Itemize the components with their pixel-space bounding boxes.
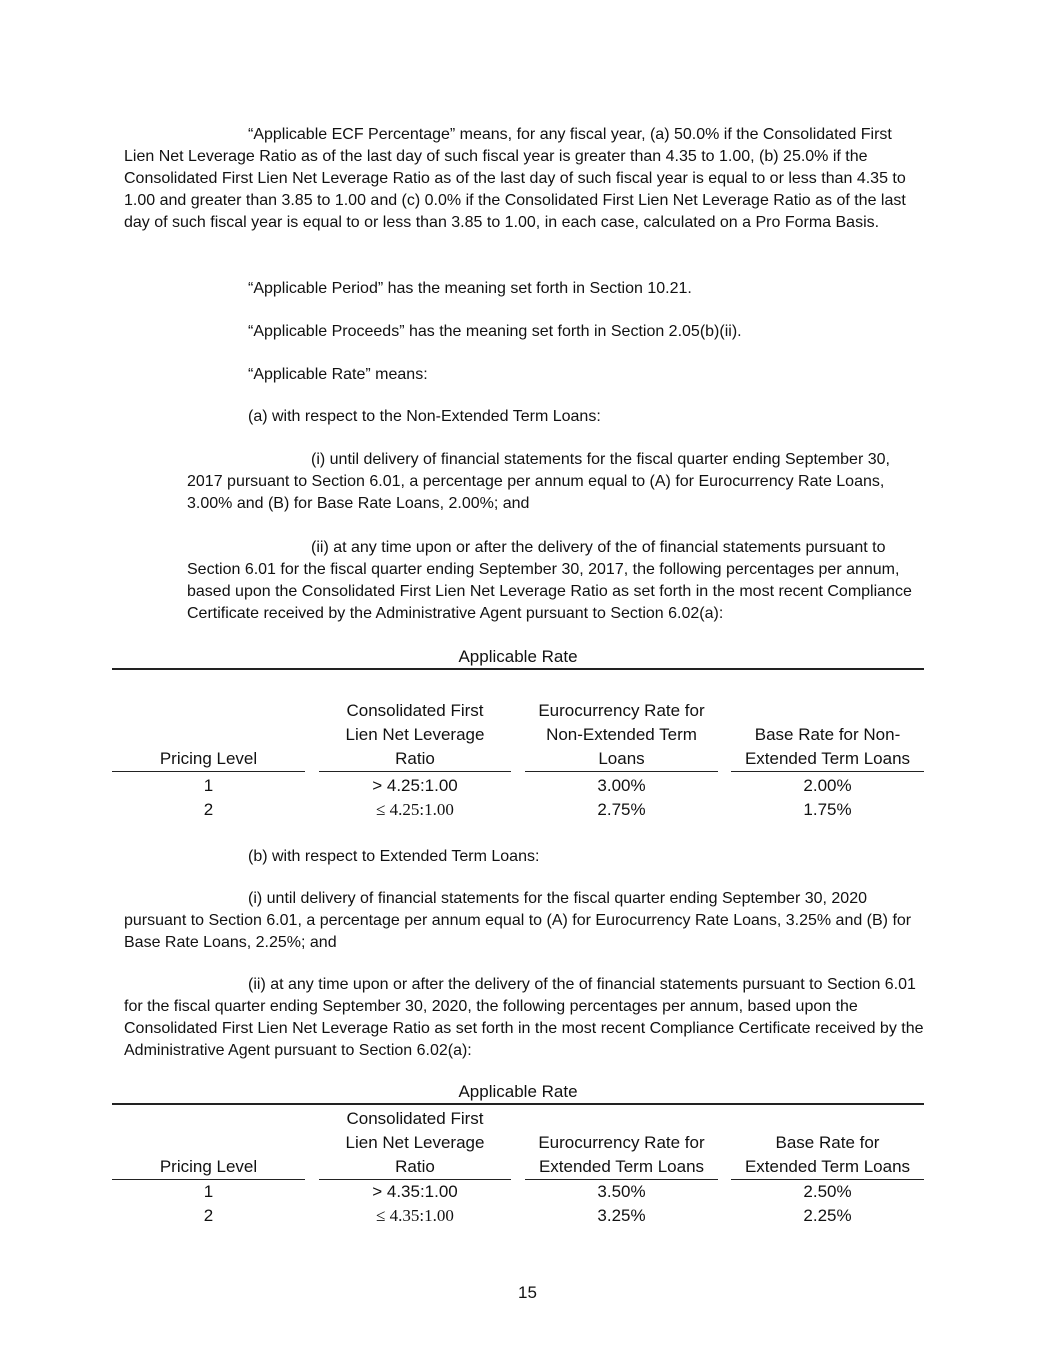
table2-r2-level: 2 <box>203 1206 214 1225</box>
clause-a-ii: (ii) at any time upon or after the delivery of the of financial statements pursuant to Section 6.01 for the fiscal quarter ending September 30, 2017, the following percentages per annum, based upon the Consolidated First Lien Net Leverage Ratio as set forth in the most recent Compliance Certificate received by the Administrative Agent pursuant to Section 6.02(a): <box>187 539 912 622</box>
page-number: 15 <box>518 1283 537 1302</box>
table1-r2-ratio: ≤ 4.25:1.00 <box>376 800 454 819</box>
table1-header-eurocurrency-rate <box>525 699 718 772</box>
header-line: Pricing Level <box>159 749 258 768</box>
table2-r2-ratio: ≤ 4.35:1.00 <box>376 1206 454 1225</box>
table2-r1-ratio: > 4.35:1.00 <box>372 1182 458 1201</box>
header-line: Ratio <box>395 749 435 768</box>
table1-r1-base: 2.00% <box>803 776 852 795</box>
header-line: Non-Extended Term <box>546 725 697 744</box>
table-row <box>112 1204 924 1228</box>
ecf-percentage-definition: “Applicable ECF Percentage” means, for any fiscal year, (a) 50.0% if the Consolidated First Lien Net Leverage Ratio as of the last day of such fiscal year is greater than 4.35 to 1.00, (b) 25.0% if the Consolidated First Lien Net Leverage Ratio as of the last day of such fiscal year is equal to or less than 4.35 to 1.00 and greater than 3.85 to 1.00 and (c) 0.0% if the Consolidated First Lien Net Leverage Ratio as of the last day of such fiscal year is equal to or less than 3.85 to 1.00, in each case, calculated on a Pro Forma Basis. <box>124 126 906 231</box>
header-line: Extended Term Loans <box>744 749 911 768</box>
header-line: Base Rate for Non- <box>754 725 901 744</box>
table1-r2-base: 1.75% <box>803 800 852 819</box>
clause-b-ii: (ii) at any time upon or after the delivery of the of financial statements pursuant to Section 6.01 for the fiscal quarter ending September 30, 2020, the following percentages per annum, based upon the Consolidated First Lien Net Leverage Ratio as set forth in the most recent Compliance Certificate received by the Administrative Agent pursuant to Section 6.02(a): <box>124 976 924 1059</box>
table-row <box>112 1180 924 1204</box>
table1 <box>112 680 924 822</box>
header-line: Lien Net Leverage <box>345 1133 485 1152</box>
table2-r2-euro: 3.25% <box>597 1206 646 1225</box>
table1-r1-level: 1 <box>203 776 214 795</box>
table-row <box>112 798 924 822</box>
table-row <box>112 774 924 798</box>
table2-r1-base: 2.50% <box>803 1182 852 1201</box>
header-line: Consolidated First <box>346 701 484 720</box>
table2-header-eurocurrency-rate <box>525 1131 718 1180</box>
table2-header-pricing-level <box>112 1155 305 1180</box>
table1-r1-euro: 3.00% <box>597 776 646 795</box>
table2-header-row <box>112 1104 924 1180</box>
header-line: Loans <box>598 749 645 768</box>
table1-header-base-rate <box>731 723 924 772</box>
applicable-period-definition: “Applicable Period” has the meaning set forth in Section 10.21. <box>248 280 692 297</box>
clause-b-i: (i) until delivery of financial statements for the fiscal quarter ending September 30, 2020 pursuant to Section 6.01, a percentage per annum equal to (A) for Eurocurrency Rate Loans, 3.25% and (B) for Base Rate Loans, 2.25%; and <box>124 890 912 951</box>
table2-title: Applicable Rate <box>112 1082 924 1105</box>
table2-header-leverage-ratio <box>319 1107 511 1180</box>
applicable-rate-definition: “Applicable Rate” means: <box>248 366 428 383</box>
header-line: Extended Term Loans <box>744 1157 911 1176</box>
header-line: Ratio <box>395 1157 435 1176</box>
table1-r2-level: 2 <box>203 800 214 819</box>
table1-r1-ratio: > 4.25:1.00 <box>372 776 458 795</box>
header-line: Consolidated First <box>346 1109 484 1128</box>
clause-a-intro: (a) with respect to the Non-Extended Term Loans: <box>248 408 601 425</box>
header-line: Lien Net Leverage <box>345 725 485 744</box>
table2 <box>112 1104 924 1228</box>
table1-header-leverage-ratio <box>319 699 511 772</box>
table1-header-pricing-level <box>112 747 305 772</box>
clause-a-i: (i) until delivery of financial statements for the fiscal quarter ending September 30, 2017 pursuant to Section 6.01, a percentage per annum equal to (A) for Eurocurrency Rate Loans, 3.00% and (B) for Base Rate Loans, 2.00%; and <box>187 451 890 512</box>
header-line: Eurocurrency Rate for <box>538 1133 705 1152</box>
applicable-proceeds-definition: “Applicable Proceeds” has the meaning set forth in Section 2.05(b)(ii). <box>248 323 742 340</box>
clause-b-intro: (b) with respect to Extended Term Loans: <box>248 848 540 865</box>
header-line: Pricing Level <box>159 1157 258 1176</box>
table2-r1-level: 1 <box>203 1182 214 1201</box>
header-line: Extended Term Loans <box>538 1157 705 1176</box>
table1-header-row <box>112 680 924 772</box>
table2-r1-euro: 3.50% <box>597 1182 646 1201</box>
table2-header-base-rate <box>731 1131 924 1180</box>
header-line: Base Rate for <box>775 1133 880 1152</box>
table1-title: Applicable Rate <box>112 647 924 670</box>
table2-r2-base: 2.25% <box>803 1206 852 1225</box>
header-line: Eurocurrency Rate for <box>538 701 705 720</box>
table1-r2-euro: 2.75% <box>597 800 646 819</box>
